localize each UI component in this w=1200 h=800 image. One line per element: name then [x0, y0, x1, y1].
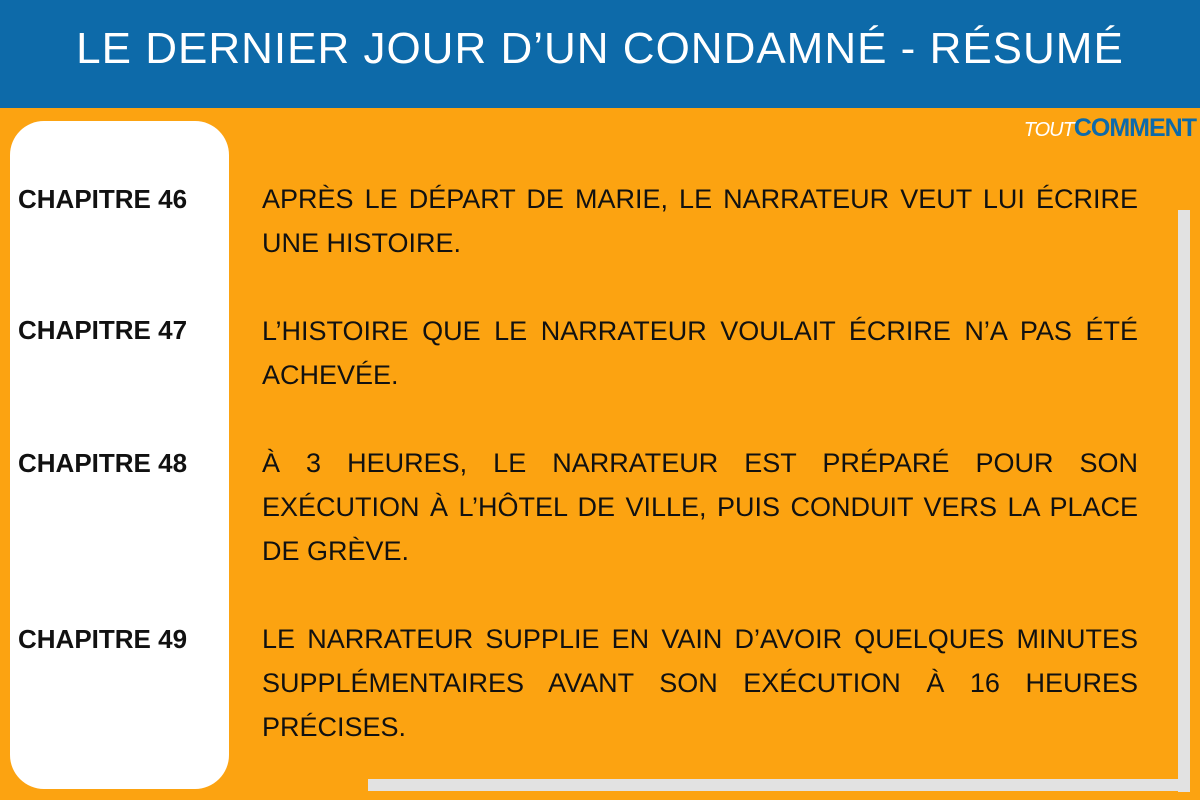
- chapter-summary-49: LE NARRATEUR SUPPLIE EN VAIN D’AVOIR QUELQUES MINUTES SUPPLÉMENTAIRES AVANT SON EXÉCUTION À 16 HEURES PRÉCISES.: [262, 624, 1138, 742]
- chapter-summary-46: APRÈS LE DÉPART DE MARIE, LE NARRATEUR VEUT LUI ÉCRIRE UNE HISTOIRE.: [262, 184, 1138, 258]
- chapter-summary-48: À 3 HEURES, LE NARRATEUR EST PRÉPARÉ POUR SON EXÉCUTION À L’HÔTEL DE VILLE, PUIS CONDUIT VERS LA PLACE DE GRÈVE.: [262, 448, 1138, 566]
- shadow-decoration-vertical: [1178, 210, 1190, 792]
- chapter-label-47: CHAPITRE 47: [18, 315, 188, 345]
- chapter-label-49: CHAPITRE 49: [18, 624, 188, 654]
- chapter-summary-47: L’HISTOIRE QUE LE NARRATEUR VOULAIT ÉCRIRE N’A PAS ÉTÉ ACHEVÉE.: [262, 316, 1138, 390]
- page-title: LE DERNIER JOUR D’UN CONDAMNÉ - RÉSUMÉ: [76, 24, 1124, 73]
- shadow-decoration-horizontal: [368, 779, 1190, 791]
- logo-part-b: COMMENT: [1073, 114, 1196, 142]
- page-header: [0, 0, 1200, 108]
- chapter-label-48: CHAPITRE 48: [18, 448, 188, 478]
- logo-part-a: TOUT: [1023, 119, 1074, 141]
- chapter-label-46: CHAPITRE 46: [18, 184, 188, 214]
- brand-logo: [1024, 114, 1196, 143]
